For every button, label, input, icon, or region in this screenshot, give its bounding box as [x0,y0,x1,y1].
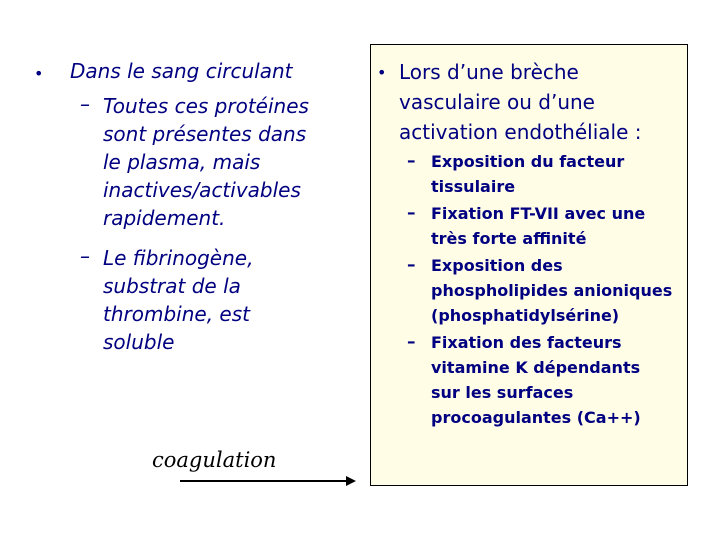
text-line: Fixation des facteurs [431,333,622,352]
dash-marker: – [80,244,90,268]
text-line: thrombine, est [103,302,250,326]
text-line: Lors d’une brèche [399,60,579,84]
dash-marker: – [407,332,416,352]
text-line: sont présentes dans [103,122,307,146]
dash-marker: – [80,92,90,116]
left-heading: Dans le sang circulant [70,59,293,83]
right-item-3 [431,253,672,328]
text-line: tissulaire [431,177,516,196]
text-line: Exposition des [431,256,563,275]
left-item-2 [103,244,348,356]
text-line: très forte affinité [431,229,587,248]
text-line: vasculaire ou d’une [399,90,595,114]
text-line: Exposition du facteur [431,152,625,171]
dash-marker: – [407,151,416,171]
bullet-marker: • [377,63,387,82]
dash-marker: – [407,255,416,275]
text-line: rapidement. [103,206,226,230]
text-line: Toutes ces protéines [103,94,309,118]
text-line: activation endothéliale : [399,120,642,144]
bullet-marker: • [34,64,44,83]
right-item-1 [431,149,624,199]
text-line: Le fibrinogène, [103,246,254,270]
left-item-1 [103,92,348,232]
arrow-icon [180,474,360,488]
right-item-4 [431,330,641,430]
text-line: (phosphatidylsérine) [431,306,620,325]
right-item-2 [431,201,645,251]
text-line: sur les surfaces [431,383,574,402]
coagulation-label: coagulation [152,448,277,472]
text-line: procoagulantes (Ca++) [431,408,641,427]
text-line: Fixation FT-VII avec une [431,204,646,223]
text-line: phospholipides anioniques [431,281,673,300]
text-line: soluble [103,330,175,354]
text-line: inactives/activables [103,178,301,202]
text-line: substrat de la [103,274,241,298]
text-line: vitamine K dépendants [431,358,641,377]
dash-marker: – [407,203,416,223]
info-box [370,44,688,486]
text-line: le plasma, mais [103,150,261,174]
right-heading [399,57,641,147]
